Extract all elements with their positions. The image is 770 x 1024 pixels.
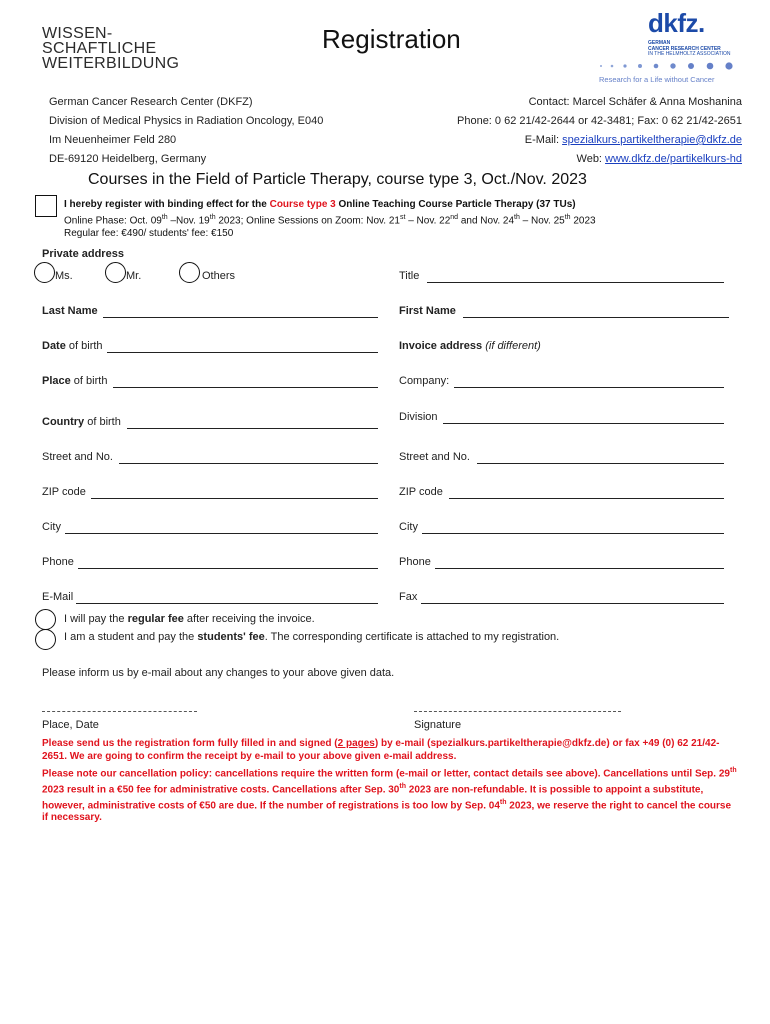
invoice-address-heading: Invoice address (if different) (399, 340, 541, 352)
program-brand (42, 26, 179, 71)
street-label-invoice: Street and No. (399, 451, 470, 463)
zip-label-invoice: ZIP code (399, 486, 443, 498)
company-field[interactable] (454, 387, 724, 388)
cancellation-policy: Please note our cancellation policy: cancellations require the written form (e-mail or letter, contact details see above). Cancellations until Sep. 29th 2023 result in a €50 fee for administrative costs. Cancellations after Sep. 30th 2023 are non-refundable. It is possible to appoint a substitute, however, administrative costs of €50 are due. If the number of registrations is too low by Sep. 04th 2023, we reserve the right to cancel the course if necessary. (42, 767, 737, 824)
date-of-birth-label: Date of birth (42, 340, 103, 352)
first-name-label: First Name (399, 305, 456, 317)
place-date-field[interactable] (42, 711, 197, 712)
email-label: E-Mail (42, 591, 74, 603)
phone-field-invoice[interactable] (435, 568, 724, 569)
brand-line-3: WEITERBILDUNG (42, 55, 180, 72)
private-address-heading: Private address (42, 248, 124, 260)
email-link[interactable]: spezialkurs.partikeltherapie@dkfz.de (562, 134, 742, 146)
course-title: Courses in the Field of Particle Therapy, course type 3, Oct./Nov. 2023 (88, 171, 587, 188)
place-date-label: Place, Date (42, 719, 99, 731)
register-checkbox[interactable] (35, 195, 57, 217)
submission-instructions: Please send us the registration form fully filled in and signed (2 pages) by e-mail (spezialkurs.partikeltherapie@dkfz.de) or fax +49 (0) 62 21/42-2651. We are going to confirm the receipt by e-mail to your above given e-mail address. (42, 738, 720, 762)
zip-label-private: ZIP code (42, 486, 86, 498)
others-label: Others (202, 270, 236, 282)
country-of-birth-label: Country of birth (42, 416, 121, 428)
brand-line-1: WISSEN- (42, 25, 113, 42)
city-field-private[interactable] (65, 533, 378, 534)
others-radio[interactable] (179, 262, 200, 283)
last-name-field[interactable] (103, 317, 378, 318)
city-label-private: City (42, 521, 61, 533)
fax-field[interactable] (421, 603, 724, 604)
regular-fee-label: I will pay the regular fee after receiving the invoice. (64, 613, 315, 625)
registration-statement: I hereby register with binding effect for the Course type 3 Online Teaching Course Particle Therapy (37 TUs) Online Phase: Oct. 09th –Nov. 19th 2023; Online Sessions on Zoom: Nov. 21st – Nov. 22nd and Nov. 24th – Nov. 25th 2023 Regular fee: €490/ students' fee: €150 (64, 199, 596, 240)
street-field-invoice[interactable] (477, 463, 724, 464)
place-of-birth-label: Place of birth (42, 375, 108, 387)
logo-dots-icon (598, 60, 748, 72)
contact-info: Contact: Marcel Schäfer & Anna Moshanina Phone: 0 62 21/42-2644 or 42-3481; Fax: 0 62 21/42-2651 E-Mail: spezialkurs.partikeltherapie@dkfz.de Web: www.dkfz.de/partikelkurs-hd (457, 96, 742, 165)
phone-label-private: Phone (42, 556, 74, 568)
phone-label-invoice: Phone (399, 556, 431, 568)
city-label-invoice: City (399, 521, 418, 533)
organization-address: German Cancer Research Center (DKFZ) Division of Medical Physics in Radiation Oncology, E040 Im Neuenheimer Feld 280 DE-69120 Heidelberg, Germany (49, 96, 324, 165)
logo-tagline: Research for a Life without Cancer (599, 75, 715, 84)
student-fee-label: I am a student and pay the students' fee. The corresponding certificate is attached to my registration. (64, 631, 560, 643)
email-field[interactable] (76, 603, 378, 604)
phone-field-private[interactable] (78, 568, 378, 569)
student-fee-radio[interactable] (35, 629, 56, 650)
division-field[interactable] (443, 423, 724, 424)
signature-field[interactable] (414, 711, 621, 712)
company-label: Company: (399, 375, 450, 387)
country-of-birth-field[interactable] (127, 428, 378, 429)
title-field[interactable] (427, 282, 724, 283)
mr-radio[interactable] (105, 262, 126, 283)
inform-note: Please inform us by e-mail about any changes to your above given data. (42, 667, 395, 679)
title-label: Title (399, 270, 420, 282)
first-name-field[interactable] (463, 317, 729, 318)
city-field-invoice[interactable] (422, 533, 724, 534)
brand-line-2: SCHAFTLICHE (42, 40, 157, 57)
street-label-private: Street and No. (42, 451, 113, 463)
ms-radio[interactable] (34, 262, 55, 283)
place-of-birth-field[interactable] (113, 387, 378, 388)
dkfz-logo (590, 8, 750, 88)
regular-fee-radio[interactable] (35, 609, 56, 630)
page-title: Registration (322, 24, 461, 54)
ms-label: Ms. (55, 270, 73, 282)
zip-field-private[interactable] (91, 498, 378, 499)
web-link[interactable]: www.dkfz.de/partikelkurs-hd (605, 153, 742, 165)
zip-field-invoice[interactable] (449, 498, 724, 499)
logo-wordmark: dkfz. (648, 8, 705, 38)
mr-label: Mr. (126, 270, 142, 282)
street-field-private[interactable] (119, 463, 378, 464)
fax-label: Fax (399, 591, 418, 603)
date-of-birth-field[interactable] (107, 352, 378, 353)
signature-label: Signature (414, 719, 462, 731)
last-name-label: Last Name (42, 305, 98, 317)
logo-subtitle: GERMAN CANCER RESEARCH CENTER IN THE HELMHOLTZ ASSOCIATION (648, 40, 731, 57)
division-label: Division (399, 411, 438, 423)
